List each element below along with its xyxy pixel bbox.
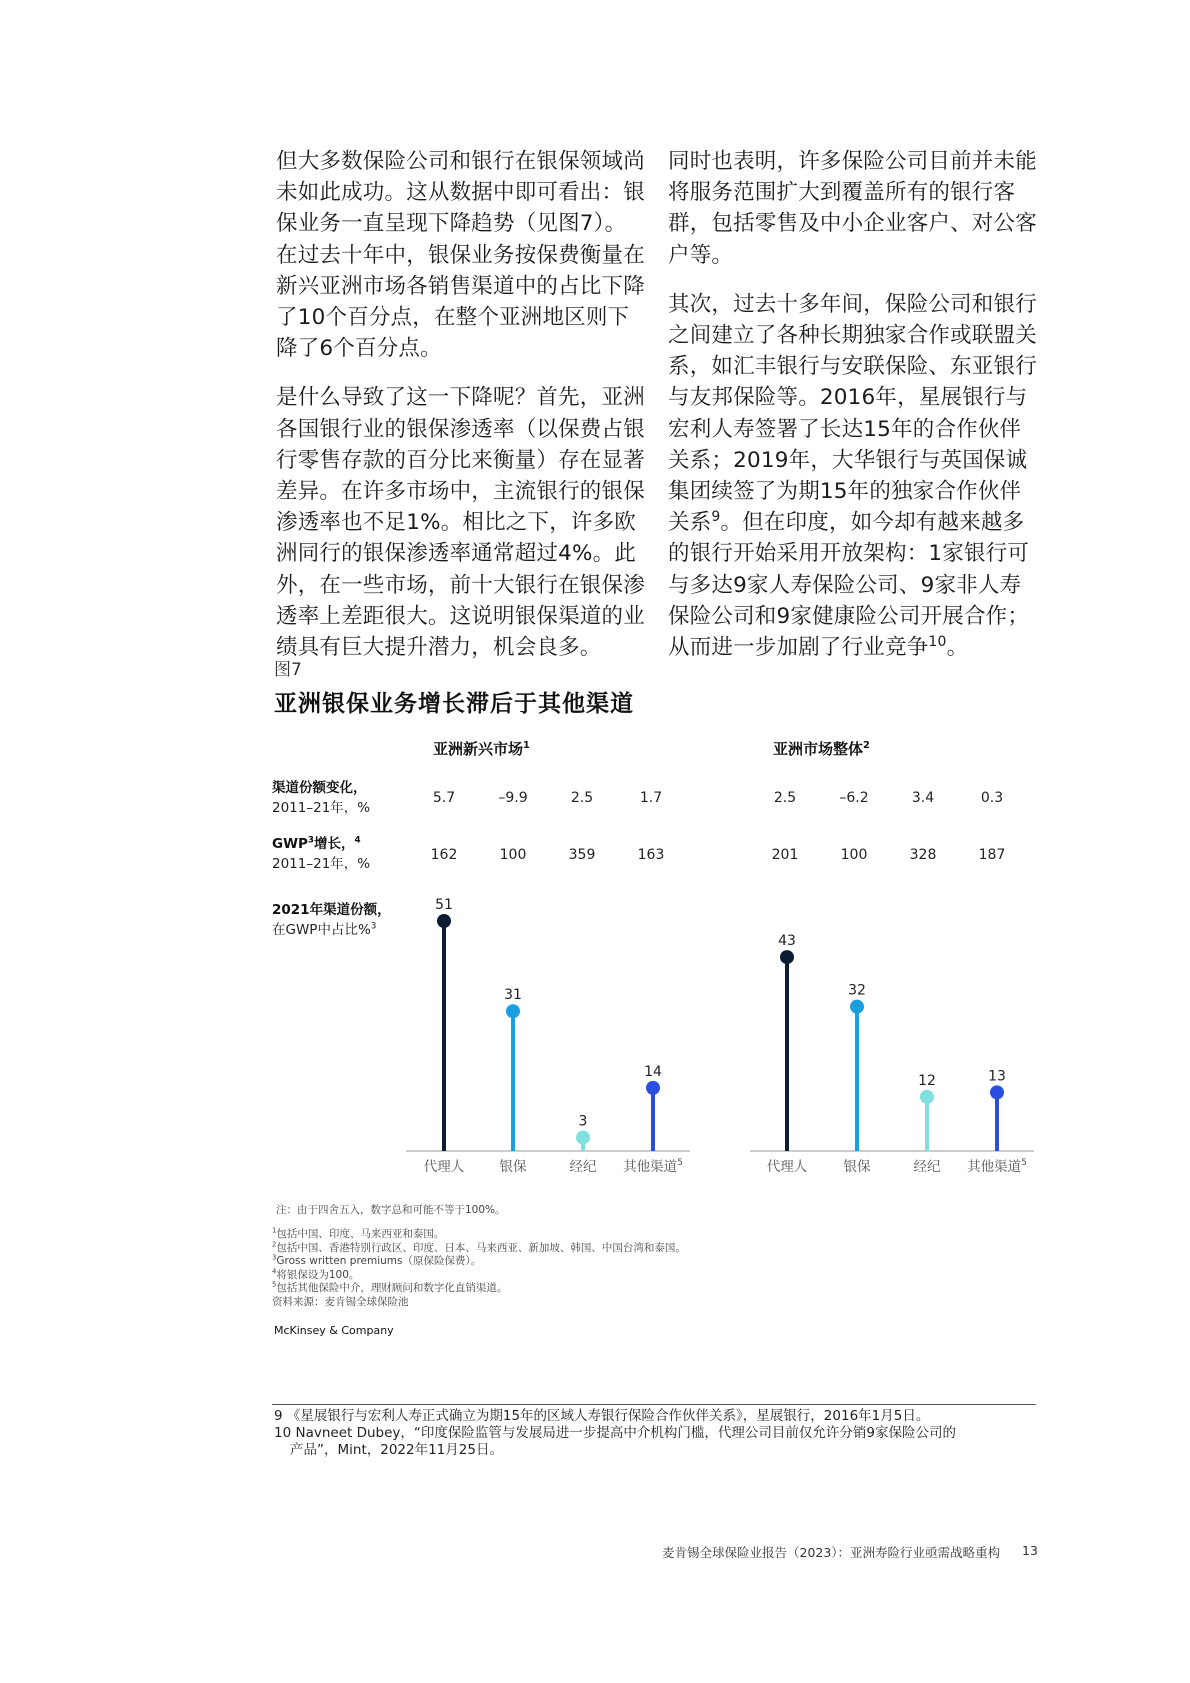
figure-label: 图7 — [274, 660, 302, 680]
gwp-growth-value: 201 — [771, 847, 799, 863]
gwp-growth-value: 100 — [840, 847, 868, 863]
row-label-channel-share: 2021年渠道份额， 在GWP中占比%$^3$ — [272, 902, 391, 938]
share-change-value: 5.7 — [432, 790, 456, 806]
data-label: 31 — [504, 987, 522, 1004]
category-label: 银保 — [843, 1159, 871, 1175]
lollipop-dot — [920, 1090, 934, 1104]
chart-footnotes: $^1$包括中国、印度、马来西亚和泰国。 $^2$包括中国、香港特别行政区、印度、日本、马来西亚、新加坡、韩国、中国台湾和泰国。 $^3$Gross written premiums（原保险保费）。 $^4$将银保设为100。 $^5$包括其他保险中介，理财顾问和数字化直销渠道。 资料来源：麦肯锡全球保险池 — [272, 1226, 686, 1308]
body-column-right — [668, 146, 1038, 681]
data-label: 43 — [778, 933, 796, 950]
data-label: 3 — [578, 1113, 588, 1130]
footer-title: 麦肯锡全球保险业报告（2023）：亚洲寿险行业亟需战略重构 — [662, 1545, 1001, 1560]
data-label: 32 — [848, 982, 866, 999]
gwp-growth-value: 187 — [978, 847, 1006, 863]
footnote-10: 10 Navneet Dubey，“印度保险监管与发展局进一步提高中介机构门槛，代理公司目前仅允许分销9家保险公司的 — [274, 1425, 956, 1441]
lollipop-dot — [437, 914, 451, 928]
panel-title-overall: 亚洲市场整体$^2$ — [773, 740, 870, 758]
gwp-growth-value: 100 — [499, 847, 527, 863]
footnote-9: 9 《星展银行与宏利人寿正式确立为期15年的区域人寿银行保险合作伙伴关系》，星展银行，2016年1月5日。 — [274, 1408, 930, 1424]
footnote-10-cont: 产品”，Mint，2022年11月25日。 — [290, 1442, 503, 1458]
data-label: 14 — [644, 1063, 662, 1080]
category-label: 代理人 — [766, 1159, 808, 1175]
figure-title: 亚洲银保业务增长滞后于其他渠道 — [274, 691, 634, 717]
share-change-value: 2.5 — [570, 790, 594, 806]
footnote-ref[interactable]: 10 — [928, 633, 947, 650]
footnote-ref[interactable]: 9 — [711, 509, 721, 526]
category-label: 银保 — [499, 1159, 527, 1175]
lollipop-dot — [576, 1130, 590, 1144]
data-label: 13 — [988, 1068, 1006, 1085]
row-label-gwp-growth: GWP$^3$增长，$^4$ 2011–21年，% — [272, 835, 371, 872]
lollipop-dot — [850, 1000, 864, 1014]
paragraph: 是什么导致了这一下降呢？首先，亚洲各国银行业的银保渗透率（以保费占银行零售存款的百分比来衡量）存在显著差异。在许多市场中，主流银行的银保渗透率也不足1%。相比之下，许多欧洲同行的银保渗透率通常超过4%。此外，在一些市场，前十大银行在银保渗透率上差距很大。这说明银保渠道的业绩具有巨大提升潜力，机会良多。 — [276, 385, 645, 661]
gwp-growth-value: 162 — [430, 847, 458, 863]
lollipop-dot — [506, 1004, 520, 1018]
brand-logo-text: McKinsey & Company — [274, 1324, 394, 1337]
gwp-growth-value: 328 — [909, 847, 937, 863]
lollipop-dot — [646, 1081, 660, 1095]
share-change-value: –6.2 — [839, 790, 869, 806]
gwp-growth-value: 359 — [568, 847, 596, 863]
page-number: 13 — [1022, 1543, 1038, 1558]
paragraph: 同时也表明，许多保险公司目前并未能将服务范围扩大到覆盖所有的银行客群，包括零售及中小企业客户、对公客户等。 — [668, 149, 1037, 268]
panel-title-emerging: 亚洲新兴市场$^1$ — [433, 740, 530, 758]
share-change-value: 0.3 — [980, 790, 1004, 806]
share-change-value: 1.7 — [639, 790, 663, 806]
gwp-growth-value: 163 — [637, 847, 665, 863]
lollipop-dot — [990, 1085, 1004, 1099]
row-label-share-change: 渠道份额变化， 2011–21年，% — [272, 780, 371, 816]
share-change-value: 3.4 — [911, 790, 935, 806]
chart-note: 注：由于四舍五入，数字总和可能不等于100%。 — [276, 1204, 506, 1216]
lollipop-dot — [780, 950, 794, 964]
footnotes — [274, 1408, 1044, 1459]
category-label: 经纪 — [569, 1159, 597, 1175]
paragraph: 但大多数保险公司和银行在银保领域尚未如此成功。这从数据中即可看出：银保业务一直呈现下降趋势（见图7）。在过去十年中，银保业务按保费衡量在新兴亚洲市场各销售渠道中的占比下降了10个百分点，在整个亚洲地区则下降了6个百分点。 — [276, 149, 645, 362]
data-label: 12 — [918, 1072, 936, 1089]
footnote-divider — [272, 1404, 1036, 1405]
category-label: 代理人 — [423, 1159, 465, 1175]
share-change-value: 2.5 — [773, 790, 797, 806]
share-change-value: –9.9 — [498, 790, 528, 806]
paragraph: 其次，过去十多年间，保险公司和银行之间建立了各种长期独家合作或联盟关系，如汇丰银行与安联保险、东亚银行与友邦保险等。2016年，星展银行与宏利人寿签署了长达15年的合作伙伴关系；2019年，大华银行与英国保诚集团续签了为期15年的独家合作伙伴关系$^9$。但在印度，如今却有越来越多的银行开始采用开放架构：1家银行可与多达9家人寿保险公司、9家非人寿保险公司和9家健康险公司开展合作；从而进一步加剧了行业竞争$^{10}$。 — [668, 291, 1037, 661]
data-label: 51 — [435, 897, 453, 913]
body-column-left — [276, 146, 646, 681]
source-line: 资料来源：麦肯锡全球保险池 — [272, 1295, 409, 1308]
category-label: 经纪 — [913, 1159, 941, 1175]
category-label: 其他渠道$^5$ — [623, 1158, 683, 1175]
category-label: 其他渠道$^5$ — [967, 1158, 1027, 1175]
